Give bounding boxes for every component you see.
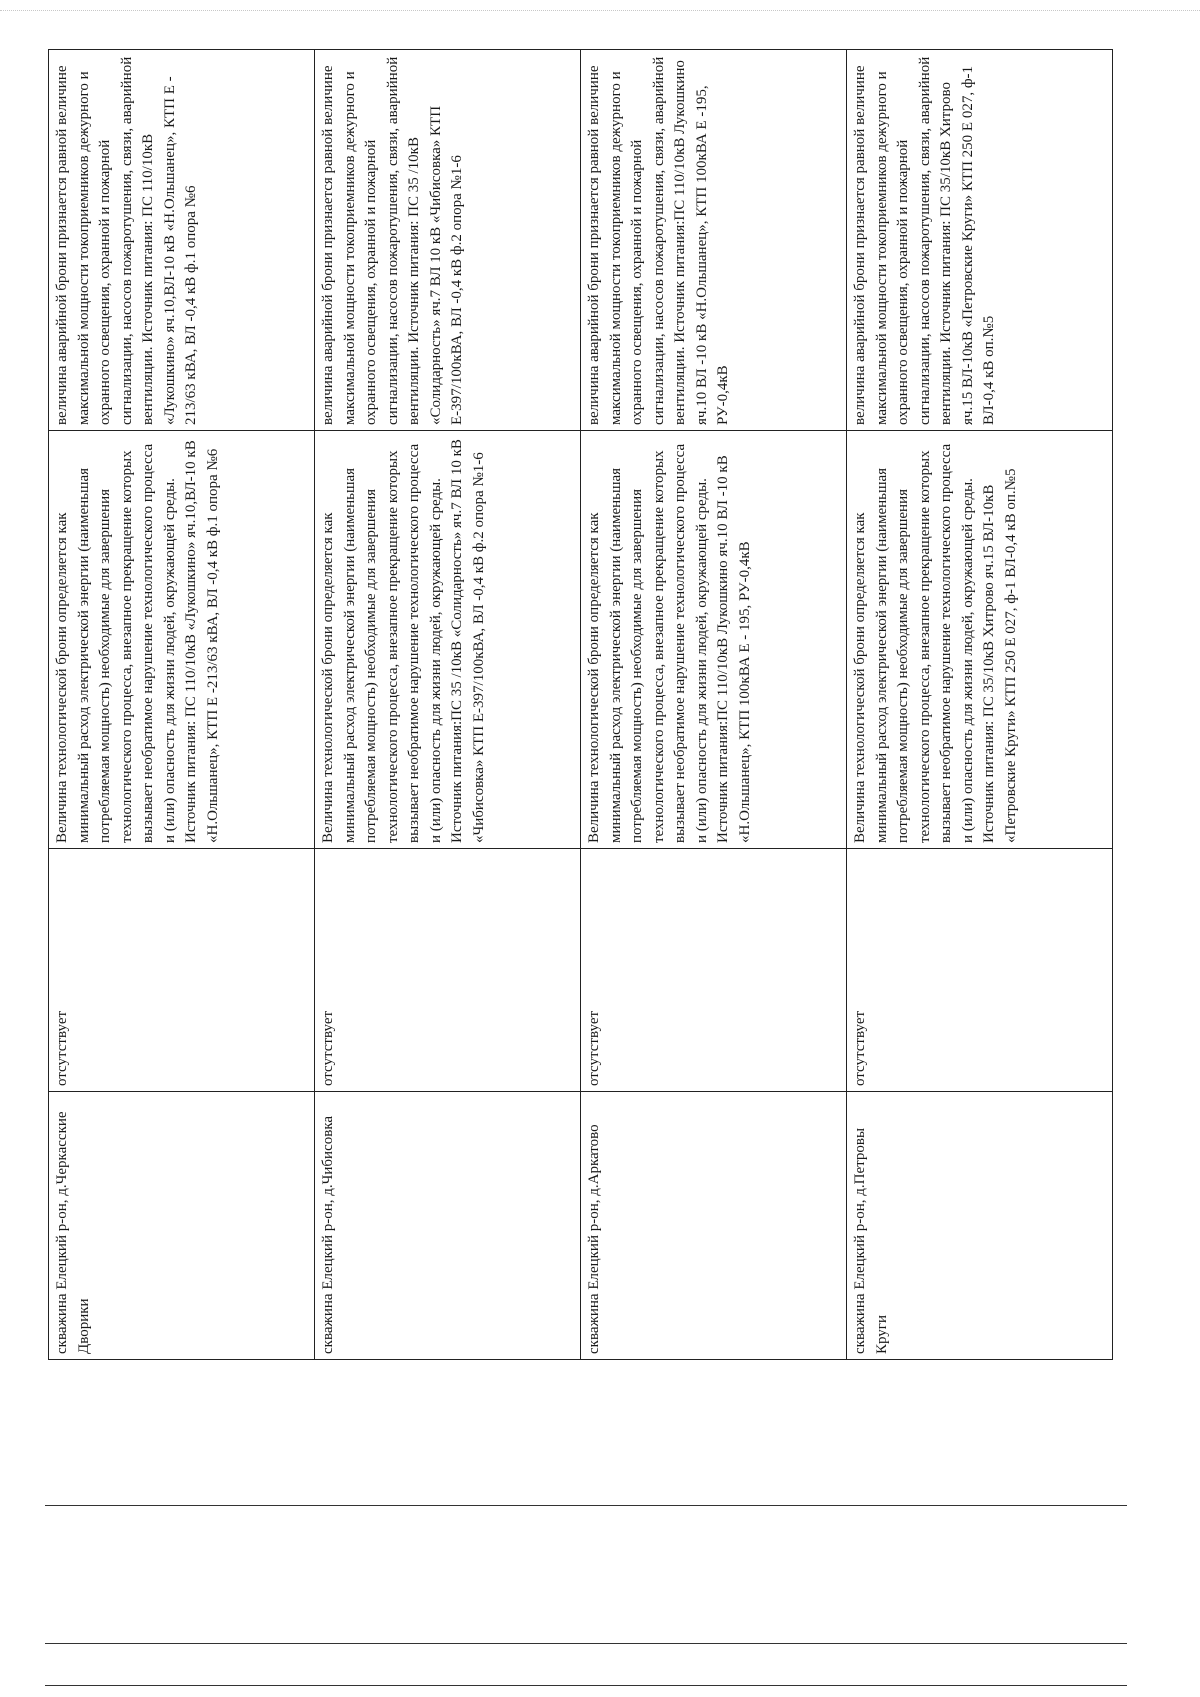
status-cell: отсутствует bbox=[847, 849, 1113, 1092]
status-cell: отсутствует bbox=[315, 849, 581, 1092]
tech-reserve-cell: Величина технологической брони определяется как минимальный расход электрической энергии (наименьшая потребляемая мощность) необходимые для завершения технологического процесса, внезапное прекращение которых вызывает необратимое нарушение технологического процесса и (или) опасность для жизни людей, окружающей среды. Источник питания:ПС 35 /10кВ «Солидарность» яч.7 ВЛ 10 кВ «Чибисовка» КТП Е-397/100кВА, ВЛ -0,4 кВ ф.2 опора №1-6 bbox=[315, 431, 581, 849]
emergency-reserve-cell: величина аварийной брони признается равной величине максимальной мощности токоприемников дежурного и охранного освещения, охранной и пожарной сигнализации, насосов пожаротушения, связи, аварийной вентиляции. Источник питания: ПС 110/10кВ «Лукошкино» яч.10,ВЛ-10 кВ «Н.Ольшанец», КТП Е - 213/63 кВА, ВЛ -0,4 кВ ф.1 опора №6 bbox=[49, 50, 315, 431]
table-row bbox=[581, 50, 847, 1360]
object-cell: скважина Елецкий р-он, д.Аркатово bbox=[581, 1092, 847, 1360]
signature-rule bbox=[45, 1643, 1127, 1644]
signature-rule bbox=[45, 1505, 1127, 1506]
table-row bbox=[49, 50, 315, 1360]
rotated-table-frame bbox=[48, 50, 1113, 1360]
tech-reserve-cell: Величина технологической брони определяется как минимальный расход электрической энергии (наименьшая потребляемая мощность) необходимые для завершения технологического процесса, внезапное прекращение которых вызывает необратимое нарушение технологического процесса и (или) опасность для жизни людей, окружающей среды. Источник питания:ПС 110/10кВ Лукошкино яч.10 ВЛ -10 кВ «Н.Ольшанец», КТП 100кВА Е - 195, РУ-0,4кВ bbox=[581, 431, 847, 849]
object-cell: скважина Елецкий р-он, д.Чибисовка bbox=[315, 1092, 581, 1360]
power-reserve-table bbox=[48, 49, 1113, 1360]
object-cell: скважина Елецкий р-он, д.Черкасские Дворики bbox=[49, 1092, 315, 1360]
signature-rule bbox=[45, 1685, 1127, 1686]
emergency-reserve-cell: величина аварийной брони признается равной величине максимальной мощности токоприемников дежурного и охранного освещения, охранной и пожарной сигнализации, насосов пожаротушения, связи, аварийной вентиляции. Источник питания: ПС 35 /10кВ «Солидарность» яч.7 ВЛ 10 кВ «Чибисовка» КТП Е-397/100кВА, ВЛ -0,4 кВ ф.2 опора №1-6 bbox=[315, 50, 581, 431]
tech-reserve-cell: Величина технологической брони определяется как минимальный расход электрической энергии (наименьшая потребляемая мощность) необходимые для завершения технологического процесса, внезапное прекращение которых вызывает необратимое нарушение технологического процесса и (или) опасность для жизни людей, окружающей среды. Источник питания: ПС 35/10кВ Хитрово яч.15 ВЛ-10кВ «Петровские Круги» КТП 250 Е 027, ф-1 ВЛ-0,4 кВ оп.№5 bbox=[847, 431, 1113, 849]
scan-top-edge bbox=[0, 0, 1200, 11]
object-cell: скважина Елецкий р-он, д.Петровы Круги bbox=[847, 1092, 1113, 1360]
rotated-table-region bbox=[48, 50, 1113, 1360]
emergency-reserve-cell: величина аварийной брони признается равной величине максимальной мощности токоприемников дежурного и охранного освещения, охранной и пожарной сигнализации, насосов пожаротушения, связи, аварийной вентиляции. Источник питания: ПС 35/10кВ Хитрово яч.15 ВЛ-10кВ «Петровские Круги» КТП 250 Е 027, ф-1 ВЛ-0,4 кВ оп.№5 bbox=[847, 50, 1113, 431]
status-cell: отсутствует bbox=[581, 849, 847, 1092]
tech-reserve-cell: Величина технологической брони определяется как минимальный расход электрической энергии (наименьшая потребляемая мощность) необходимые для завершения технологического процесса, внезапное прекращение которых вызывает необратимое нарушение технологического процесса и (или) опасность для жизни людей, окружающей среды. Источник питания: ПС 110/10кВ «Лукошкино» яч.10,ВЛ-10 кВ «Н.Ольшанец», КТП Е -213/63 кВА, ВЛ -0,4 кВ ф.1 опора №6 bbox=[49, 431, 315, 849]
table-row bbox=[847, 50, 1113, 1360]
table-row bbox=[315, 50, 581, 1360]
status-cell: отсутствует bbox=[49, 849, 315, 1092]
emergency-reserve-cell: величина аварийной брони признается равной величине максимальной мощности токоприемников дежурного и охранного освещения, охранной и пожарной сигнализации, насосов пожаротушения, связи, аварийной вентиляции. Источник питания:ПС 110/10кВ Лукошкино яч.10 ВЛ -10 кВ «Н.Ольшанец», КТП 100кВА Е -195, РУ-0,4кВ bbox=[581, 50, 847, 431]
